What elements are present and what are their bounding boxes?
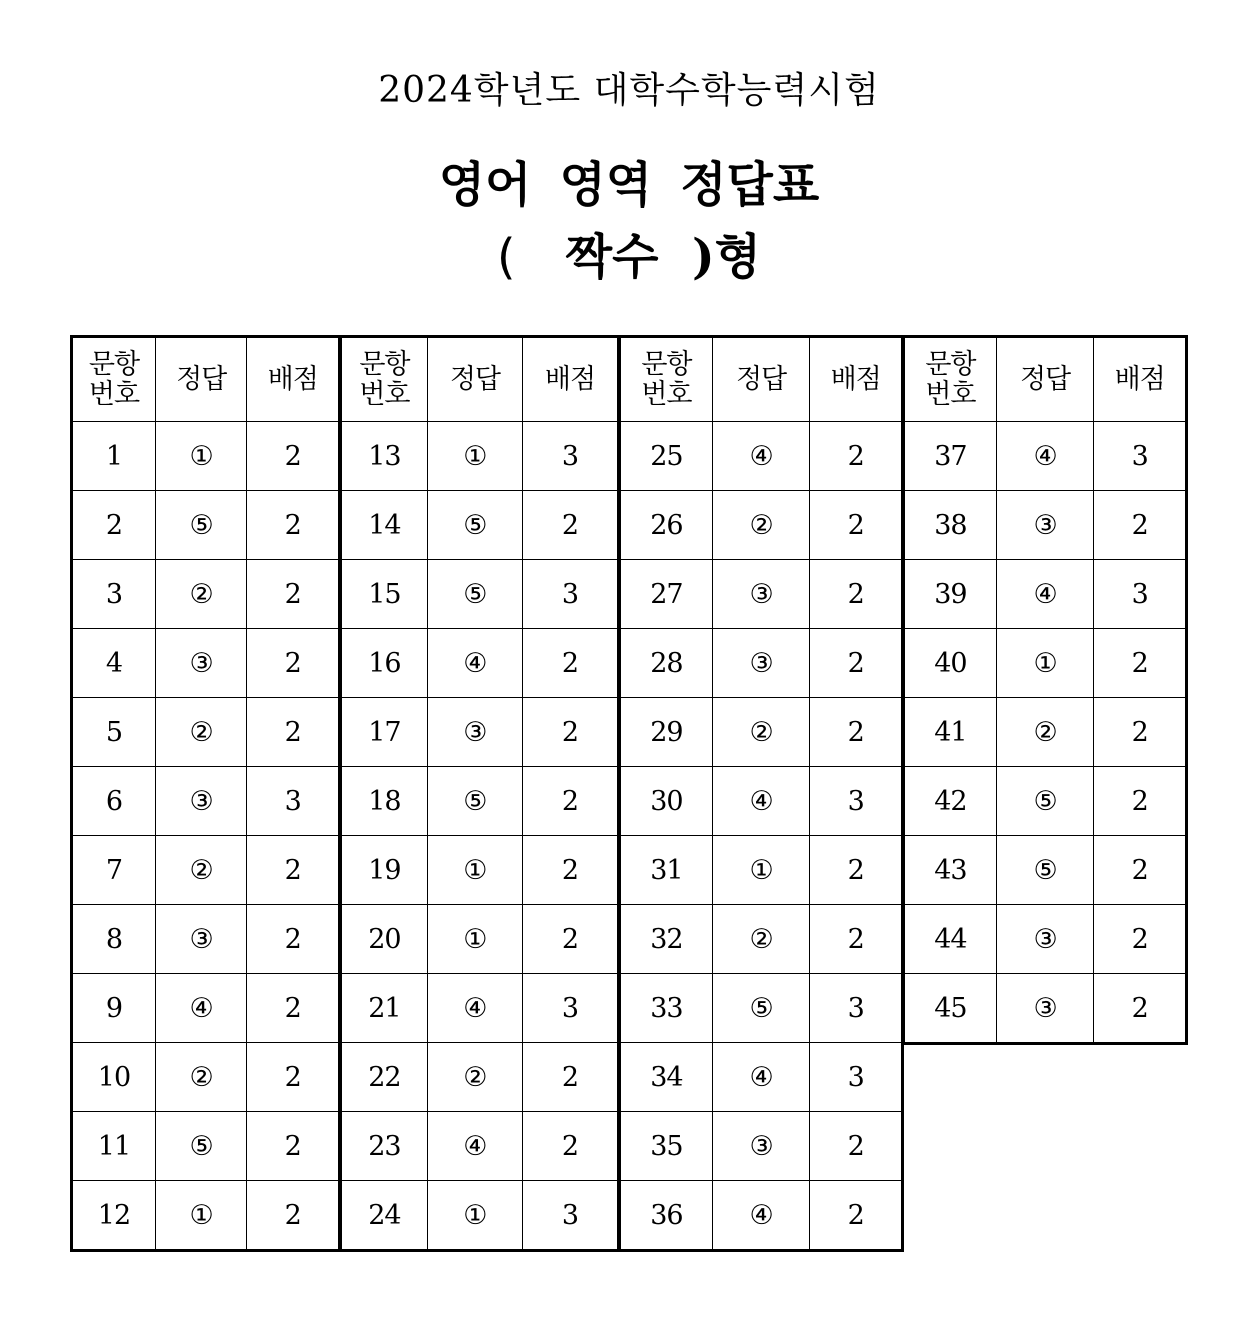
table-row xyxy=(72,491,340,560)
answer-cell: ③ xyxy=(712,560,810,629)
table-row xyxy=(72,422,340,491)
answer-cell: ⑤ xyxy=(155,491,247,560)
question-number-cell: 18 xyxy=(341,767,428,836)
table-row xyxy=(904,905,1187,974)
points-cell: 3 xyxy=(1094,422,1187,491)
question-number-cell: 13 xyxy=(341,422,428,491)
points-cell: 2 xyxy=(522,491,618,560)
answer-cell: ⑤ xyxy=(996,767,1094,836)
points-cell: 2 xyxy=(247,836,340,905)
points-cell: 3 xyxy=(522,974,618,1043)
points-cell: 2 xyxy=(247,491,340,560)
points-cell: 2 xyxy=(810,491,903,560)
points-cell: 2 xyxy=(247,1112,340,1181)
answer-cell: ② xyxy=(155,698,247,767)
table-row xyxy=(72,1112,340,1181)
header-row xyxy=(72,337,340,422)
table-row xyxy=(72,767,340,836)
answer-cell: ② xyxy=(712,698,810,767)
question-number-cell: 30 xyxy=(620,767,713,836)
question-number-cell: 35 xyxy=(620,1112,713,1181)
points-cell: 2 xyxy=(810,422,903,491)
points-cell: 2 xyxy=(522,1043,618,1112)
question-number-cell: 29 xyxy=(620,698,713,767)
question-number-cell: 36 xyxy=(620,1181,713,1251)
answer-cell: ④ xyxy=(712,1181,810,1251)
question-number-cell: 24 xyxy=(341,1181,428,1251)
points-cell: 3 xyxy=(810,767,903,836)
table-row xyxy=(341,560,619,629)
table-row xyxy=(620,422,903,491)
table-row xyxy=(341,1112,619,1181)
points-cell: 2 xyxy=(247,1181,340,1251)
answer-cell: ④ xyxy=(155,974,247,1043)
points-cell: 2 xyxy=(247,1043,340,1112)
question-number-cell: 25 xyxy=(620,422,713,491)
answer-cell: ② xyxy=(712,491,810,560)
table-row xyxy=(620,698,903,767)
answer-cell: ⑤ xyxy=(427,560,522,629)
table-row xyxy=(620,905,903,974)
answer-cell: ⑤ xyxy=(155,1112,247,1181)
table-row xyxy=(904,422,1187,491)
answer-cell: ② xyxy=(427,1043,522,1112)
table-row xyxy=(620,1181,903,1251)
table-row xyxy=(620,629,903,698)
answer-cell: ③ xyxy=(712,1112,810,1181)
points-cell: 2 xyxy=(1094,974,1187,1044)
answer-cell: ② xyxy=(996,698,1094,767)
points-cell: 2 xyxy=(810,1181,903,1251)
answer-cell: ④ xyxy=(427,974,522,1043)
points-cell: 3 xyxy=(522,422,618,491)
question-number-cell: 45 xyxy=(904,974,997,1044)
answer-cell: ① xyxy=(427,836,522,905)
points-cell: 2 xyxy=(1094,698,1187,767)
question-number-cell: 20 xyxy=(341,905,428,974)
header-answer: 정답 xyxy=(427,337,522,422)
table-row xyxy=(72,905,340,974)
points-cell: 3 xyxy=(810,1043,903,1112)
header-answer: 정답 xyxy=(155,337,247,422)
points-cell: 2 xyxy=(810,836,903,905)
question-number-cell: 33 xyxy=(620,974,713,1043)
points-cell: 2 xyxy=(810,1112,903,1181)
table-row xyxy=(341,974,619,1043)
points-cell: 2 xyxy=(247,560,340,629)
points-cell: 2 xyxy=(247,629,340,698)
question-number-cell: 3 xyxy=(72,560,156,629)
question-number-cell: 23 xyxy=(341,1112,428,1181)
question-number-cell: 14 xyxy=(341,491,428,560)
answer-cell: ① xyxy=(996,629,1094,698)
question-number-cell: 27 xyxy=(620,560,713,629)
points-cell: 3 xyxy=(522,1181,618,1251)
type-label: 짝수 xyxy=(565,229,659,285)
header-row xyxy=(620,337,903,422)
question-number-cell: 11 xyxy=(72,1112,156,1181)
points-cell: 2 xyxy=(522,767,618,836)
header-points: 배점 xyxy=(810,337,903,422)
title-answer-sheet: 정답표 xyxy=(680,157,820,213)
header-answer: 정답 xyxy=(712,337,810,422)
points-cell: 2 xyxy=(1094,491,1187,560)
header-row xyxy=(904,337,1187,422)
question-number-cell: 9 xyxy=(72,974,156,1043)
points-cell: 2 xyxy=(522,1112,618,1181)
answer-cell: ⑤ xyxy=(427,491,522,560)
answer-cell: ① xyxy=(712,836,810,905)
question-number-cell: 16 xyxy=(341,629,428,698)
table-row xyxy=(72,629,340,698)
table-row xyxy=(620,1112,903,1181)
question-number-cell: 8 xyxy=(72,905,156,974)
question-number-cell: 26 xyxy=(620,491,713,560)
table-row xyxy=(904,491,1187,560)
points-cell: 2 xyxy=(810,560,903,629)
header-question-number: 문항 번호 xyxy=(72,337,156,422)
question-number-cell: 42 xyxy=(904,767,997,836)
question-number-cell: 17 xyxy=(341,698,428,767)
answer-cell: ① xyxy=(155,422,247,491)
answer-cell: ④ xyxy=(712,422,810,491)
question-number-cell: 7 xyxy=(72,836,156,905)
points-cell: 2 xyxy=(1094,836,1187,905)
answer-cell: ③ xyxy=(712,629,810,698)
points-cell: 2 xyxy=(522,698,618,767)
question-number-cell: 2 xyxy=(72,491,156,560)
table-row xyxy=(72,698,340,767)
answer-cell: ③ xyxy=(155,629,247,698)
header-points: 배점 xyxy=(1094,337,1187,422)
answer-cell: ② xyxy=(155,560,247,629)
points-cell: 2 xyxy=(1094,629,1187,698)
answer-cell: ① xyxy=(427,422,522,491)
table-row xyxy=(72,974,340,1043)
answer-cell: ④ xyxy=(427,629,522,698)
table-row xyxy=(904,698,1187,767)
answer-cell: ④ xyxy=(712,767,810,836)
header-question-number: 문항 번호 xyxy=(341,337,428,422)
table-row xyxy=(72,836,340,905)
question-number-cell: 40 xyxy=(904,629,997,698)
table-row xyxy=(341,1043,619,1112)
table-row xyxy=(341,1181,619,1251)
points-cell: 2 xyxy=(1094,905,1187,974)
answer-cell: ① xyxy=(155,1181,247,1251)
table-row xyxy=(620,491,903,560)
answer-cell: ② xyxy=(155,836,247,905)
question-number-cell: 12 xyxy=(72,1181,156,1251)
answer-cell: ③ xyxy=(427,698,522,767)
answer-cell: ⑤ xyxy=(712,974,810,1043)
table-row xyxy=(620,767,903,836)
table-row xyxy=(904,767,1187,836)
question-number-cell: 10 xyxy=(72,1043,156,1112)
page-title xyxy=(0,146,1258,215)
question-number-cell: 1 xyxy=(72,422,156,491)
question-number-cell: 28 xyxy=(620,629,713,698)
points-cell: 3 xyxy=(522,560,618,629)
answer-cell: ① xyxy=(427,1181,522,1251)
answer-cell: ③ xyxy=(996,905,1094,974)
table-row xyxy=(904,836,1187,905)
answer-block-2 xyxy=(339,335,620,1252)
answer-cell: ③ xyxy=(155,767,247,836)
points-cell: 2 xyxy=(1094,767,1187,836)
table-row xyxy=(341,491,619,560)
points-cell: 2 xyxy=(810,629,903,698)
answer-cell: ④ xyxy=(712,1043,810,1112)
answer-cell: ④ xyxy=(427,1112,522,1181)
header-question-number: 문항 번호 xyxy=(620,337,713,422)
type-close: )형 xyxy=(691,229,762,285)
table-row xyxy=(904,629,1187,698)
header-row xyxy=(341,337,619,422)
answer-cell: ④ xyxy=(996,422,1094,491)
question-number-cell: 21 xyxy=(341,974,428,1043)
table-row xyxy=(620,836,903,905)
type-open-paren: ( xyxy=(496,229,516,285)
header-answer: 정답 xyxy=(996,337,1094,422)
answer-block-1 xyxy=(70,335,341,1252)
question-number-cell: 39 xyxy=(904,560,997,629)
table-row xyxy=(620,974,903,1043)
points-cell: 2 xyxy=(810,698,903,767)
question-number-cell: 34 xyxy=(620,1043,713,1112)
table-row xyxy=(341,905,619,974)
table-row xyxy=(904,974,1187,1044)
question-number-cell: 22 xyxy=(341,1043,428,1112)
table-row xyxy=(341,422,619,491)
answer-cell: ① xyxy=(427,905,522,974)
points-cell: 3 xyxy=(810,974,903,1043)
points-cell: 2 xyxy=(810,905,903,974)
title-subject: 영어 xyxy=(438,157,532,213)
question-number-cell: 43 xyxy=(904,836,997,905)
points-cell: 3 xyxy=(247,767,340,836)
points-cell: 2 xyxy=(522,629,618,698)
header-points: 배점 xyxy=(247,337,340,422)
table-row xyxy=(72,1043,340,1112)
question-number-cell: 19 xyxy=(341,836,428,905)
table-row xyxy=(341,767,619,836)
answer-cell: ⑤ xyxy=(427,767,522,836)
answer-cell: ⑤ xyxy=(996,836,1094,905)
question-number-cell: 31 xyxy=(620,836,713,905)
question-number-cell: 4 xyxy=(72,629,156,698)
table-row xyxy=(341,698,619,767)
question-number-cell: 15 xyxy=(341,560,428,629)
answer-cell: ③ xyxy=(996,974,1094,1044)
answer-cell: ④ xyxy=(996,560,1094,629)
exam-subtitle: 2024학년도 대학수학능력시험 xyxy=(378,70,880,111)
points-cell: 2 xyxy=(522,905,618,974)
table-row xyxy=(341,629,619,698)
question-number-cell: 5 xyxy=(72,698,156,767)
table-row xyxy=(341,836,619,905)
points-cell: 2 xyxy=(247,905,340,974)
table-row xyxy=(72,1181,340,1251)
points-cell: 2 xyxy=(247,974,340,1043)
answer-cell: ② xyxy=(712,905,810,974)
question-number-cell: 44 xyxy=(904,905,997,974)
answer-block-3 xyxy=(618,335,904,1252)
points-cell: 2 xyxy=(247,422,340,491)
points-cell: 3 xyxy=(1094,560,1187,629)
answer-cell: ② xyxy=(155,1043,247,1112)
question-number-cell: 6 xyxy=(72,767,156,836)
table-row xyxy=(620,560,903,629)
question-number-cell: 38 xyxy=(904,491,997,560)
question-number-cell: 32 xyxy=(620,905,713,974)
header-points: 배점 xyxy=(522,337,618,422)
header-question-number: 문항 번호 xyxy=(904,337,997,422)
title-area: 영역 xyxy=(559,157,653,213)
table-row xyxy=(620,1043,903,1112)
answer-block-4 xyxy=(902,335,1188,1045)
answer-cell: ③ xyxy=(996,491,1094,560)
table-row xyxy=(904,560,1187,629)
points-cell: 2 xyxy=(522,836,618,905)
points-cell: 2 xyxy=(247,698,340,767)
question-number-cell: 37 xyxy=(904,422,997,491)
exam-type xyxy=(0,218,1258,287)
table-row xyxy=(72,560,340,629)
question-number-cell: 41 xyxy=(904,698,997,767)
answer-cell: ③ xyxy=(155,905,247,974)
